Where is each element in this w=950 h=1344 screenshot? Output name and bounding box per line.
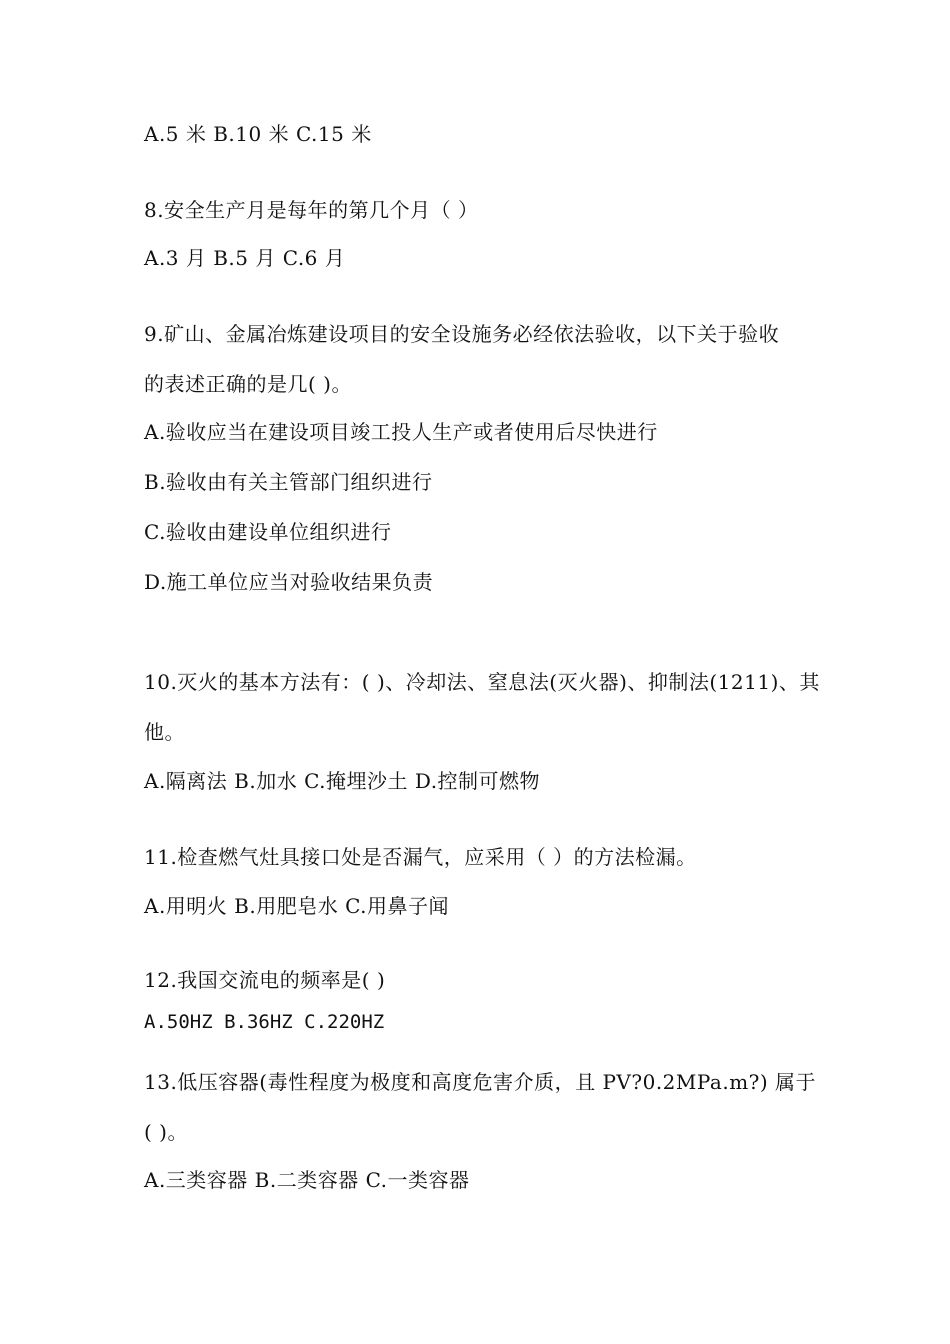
q7-options: A.5 米 B.10 米 C.15 米 <box>144 122 372 146</box>
q10-question-line1: 10.灭火的基本方法有：( )、冷却法、窒息法(灭火器)、抑制法(1211)、其 <box>144 670 820 694</box>
q13-question-line2: ( )。 <box>144 1120 188 1144</box>
q8-options: A.3 月 B.5 月 C.6 月 <box>144 246 346 270</box>
q12-options: A.50HZ B.36HZ C.220HZ <box>144 1011 385 1033</box>
q9-option-a: A.验收应当在建设项目竣工投人生产或者使用后尽快进行 <box>144 420 658 444</box>
q9-question-line1: 9.矿山、金属冶炼建设项目的安全设施务必经依法验收，以下关于验收 <box>144 322 780 346</box>
q13-options: A.三类容器 B.二类容器 C.一类容器 <box>144 1168 470 1192</box>
q9-question-line2: 的表述正确的是几( )。 <box>144 372 352 396</box>
q11-options: A.用明火 B.用肥皂水 C.用鼻子闻 <box>144 894 450 918</box>
q9-option-c: C.验收由建设单位组织进行 <box>144 520 392 544</box>
q9-option-d: D.施工单位应当对验收结果负责 <box>144 570 434 594</box>
q10-question-line2: 他。 <box>144 720 185 744</box>
q13-question-line1: 13.低压容器(毒性程度为极度和高度危害介质，且 PV?0.2MPa.m?) 属于 <box>144 1070 817 1094</box>
q8-question: 8.安全生产月是每年的第几个月（ ） <box>144 198 479 222</box>
q10-options: A.隔离法 B.加水 C.掩埋沙土 D.控制可燃物 <box>144 769 541 793</box>
q11-question: 11.检查燃气灶具接口处是否漏气，应采用（ ）的方法检漏。 <box>144 845 697 869</box>
q9-option-b: B.验收由有关主管部门组织进行 <box>144 470 433 494</box>
q12-question: 12.我国交流电的频率是( ) <box>144 968 386 992</box>
